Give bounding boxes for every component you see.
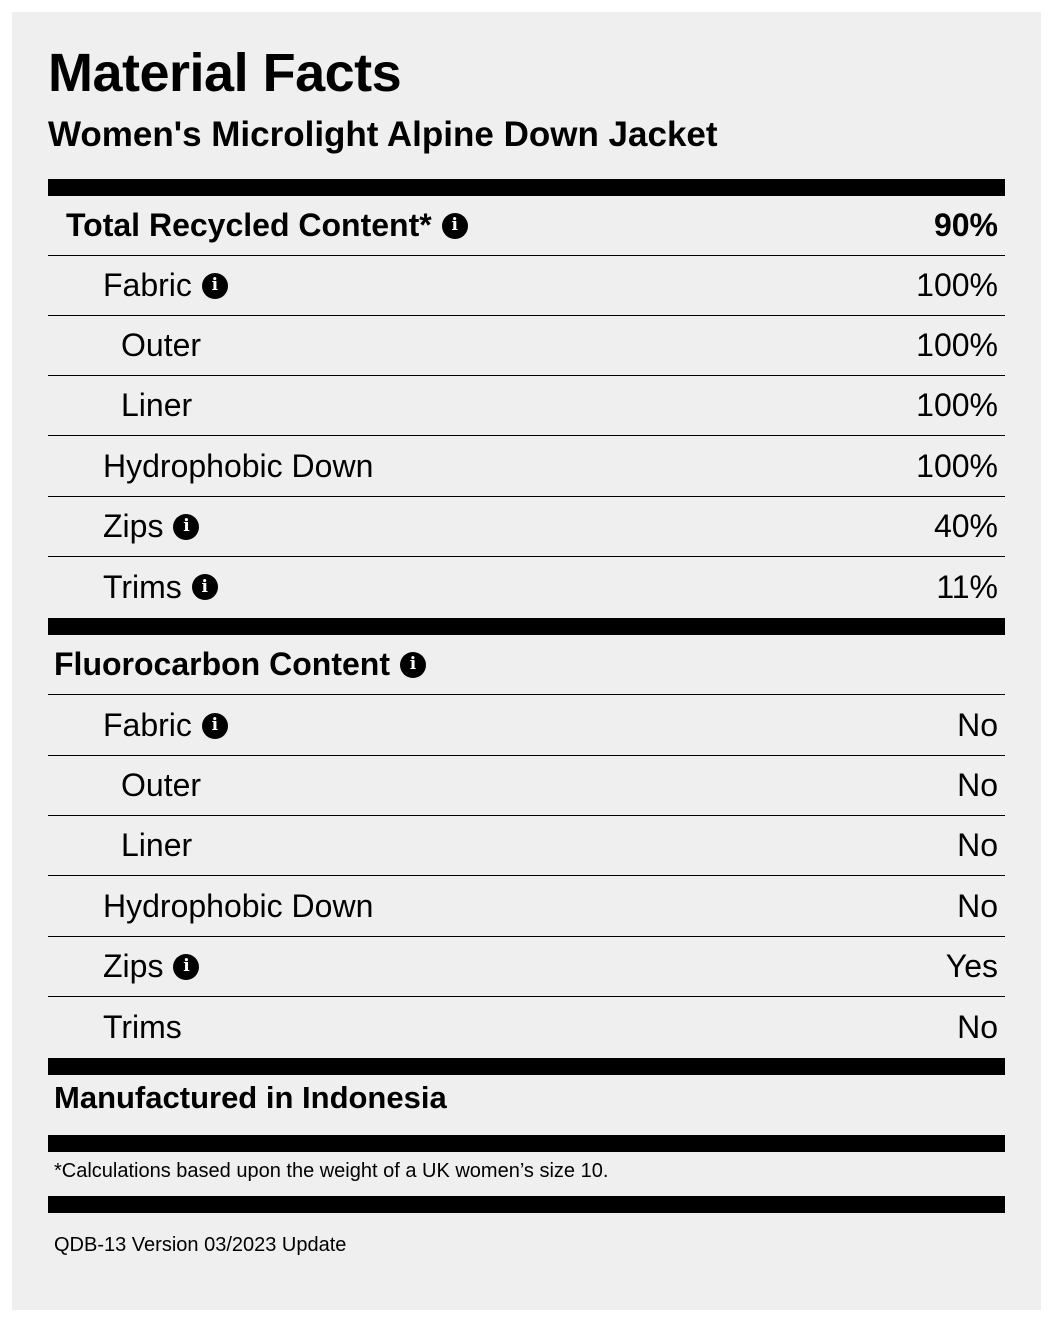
fluorocarbon-row-trims <box>48 997 1005 1057</box>
info-icon[interactable]: i <box>400 652 426 678</box>
row-value: 100% <box>916 448 998 484</box>
version-label: QDB-13 Version 03/2023 Update <box>54 1234 347 1256</box>
row-value: 100% <box>916 267 998 303</box>
row-value: No <box>957 707 998 743</box>
fluorocarbon-row-down <box>48 877 1005 937</box>
row-label: Fabric <box>103 267 192 303</box>
info-icon[interactable]: i <box>173 514 199 540</box>
row-label: Outer <box>121 327 202 363</box>
page-title: Material Facts <box>48 43 402 103</box>
fluorocarbon-heading: Fluorocarbon Content <box>54 646 390 682</box>
row-label: Outer <box>121 767 202 803</box>
section-divider <box>48 1058 1005 1075</box>
info-icon[interactable]: i <box>192 574 218 600</box>
row-label: Trims <box>103 568 182 605</box>
row-label: Zips <box>103 508 164 544</box>
row-value: 11% <box>936 568 998 605</box>
recycled-content-total: 90% <box>933 207 998 243</box>
row-label: Trims <box>103 1008 182 1045</box>
row-label: Liner <box>121 827 193 863</box>
recycled-row-zips <box>48 497 1005 557</box>
recycled-row-trims <box>48 557 1005 617</box>
section-divider <box>48 1135 1005 1152</box>
row-label: Zips <box>103 948 164 984</box>
recycled-row-liner <box>48 376 1005 436</box>
info-icon[interactable]: i <box>442 213 468 239</box>
fluorocarbon-row-liner <box>48 816 1005 876</box>
row-value: 40% <box>933 508 998 544</box>
fluorocarbon-header-row <box>48 635 1005 695</box>
row-label: Hydrophobic Down <box>103 448 374 484</box>
info-icon[interactable]: i <box>202 273 228 299</box>
recycled-row-fabric <box>48 256 1005 316</box>
recycled-row-down <box>48 437 1005 497</box>
section-divider <box>48 1196 1005 1213</box>
recycled-row-outer <box>48 316 1005 376</box>
recycled-content-heading: Total Recycled Content* <box>66 207 432 243</box>
row-value: 100% <box>916 327 998 363</box>
row-value: No <box>957 827 998 863</box>
product-name: Women's Microlight Alpine Down Jacket <box>48 115 718 154</box>
fluorocarbon-row-fabric <box>48 696 1005 756</box>
section-divider <box>48 618 1005 635</box>
row-label: Fabric <box>103 707 192 743</box>
row-value: No <box>957 888 998 924</box>
manufacturing-origin: Manufactured in Indonesia <box>54 1080 447 1115</box>
recycled-content-header-row <box>48 196 1005 256</box>
fluorocarbon-row-zips <box>48 937 1005 997</box>
footnote: *Calculations based upon the weight of a UK women’s size 10. <box>54 1160 609 1182</box>
row-value: 100% <box>916 387 998 423</box>
section-divider <box>48 179 1005 196</box>
row-value: Yes <box>945 948 998 984</box>
row-value: No <box>957 767 998 803</box>
row-label: Liner <box>121 387 193 423</box>
info-icon[interactable]: i <box>173 954 199 980</box>
row-value: No <box>957 1008 998 1045</box>
fluorocarbon-row-outer <box>48 756 1005 816</box>
info-icon[interactable]: i <box>202 713 228 739</box>
row-label: Hydrophobic Down <box>103 888 374 924</box>
